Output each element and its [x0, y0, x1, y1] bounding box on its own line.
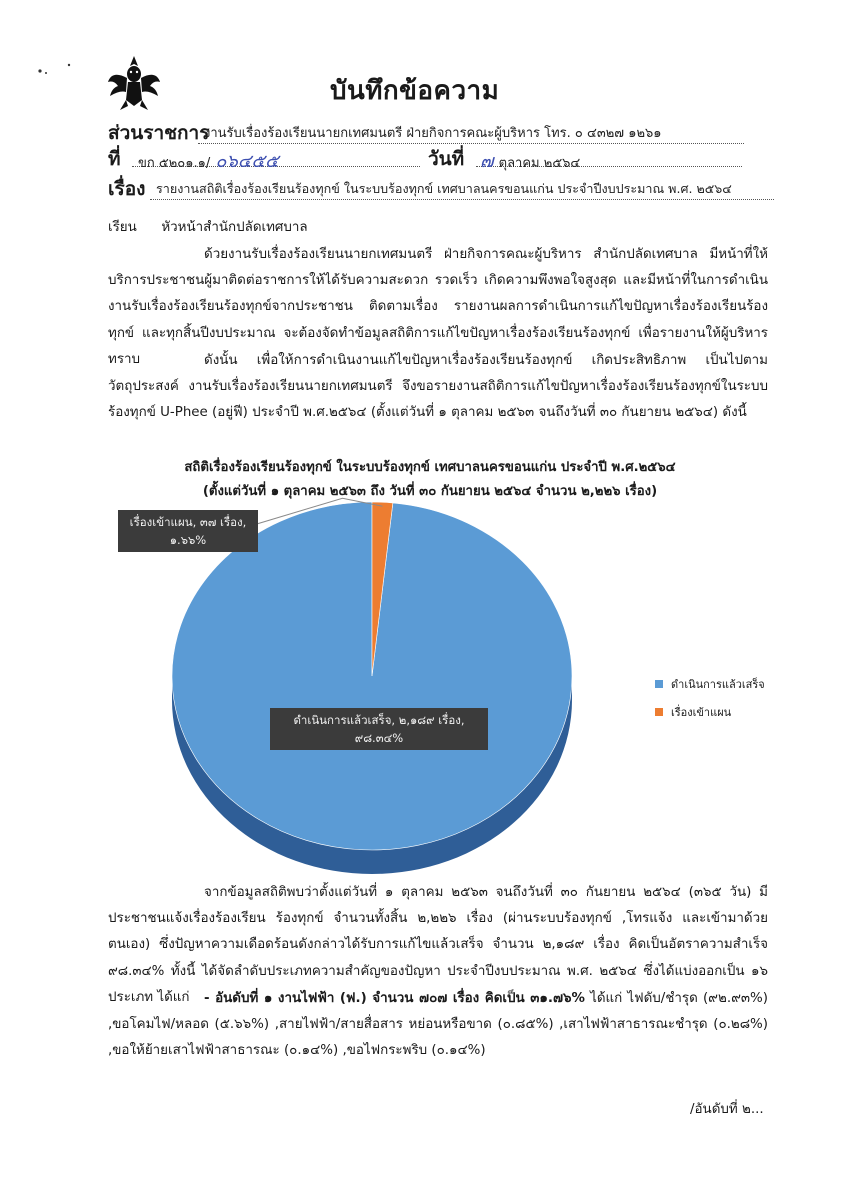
data-label-completed-line2: ๙๘.๓๔%: [354, 731, 404, 745]
date-handwritten-day: ๗: [480, 151, 494, 172]
data-label-completed-line1: ดำเนินการแล้วเสร็จ, ๒,๑๘๙ เรื่อง,: [293, 713, 465, 727]
salutation-label: เรียน: [108, 220, 137, 235]
legend-label-planned: เรื่องเข้าแผน: [671, 706, 732, 719]
ref-handwritten-number: ๐๖๔๕๕: [215, 151, 279, 172]
legend-item-planned: [655, 698, 765, 726]
rank-1-heading: - อันดับที่ ๑ งานไฟฟ้า (ฟ.) จำนวน ๗๐๗ เรื่อง คิดเป็น ๓๑.๗๖%: [204, 991, 585, 1006]
body-paragraph-3: จากข้อมูลสถิติพบว่าตั้งแต่วันที่ ๑ ตุลาคม ๒๕๖๓ จนถึงวันที่ ๓๐ กันยายน ๒๕๖๔ (๓๖๕ วัน) มีประชาชนแจ้งเรื่องร้องเรียน ร้องทุกข์ จำนวนทั้งสิ้น ๒,๒๒๖ เรื่อง (ผ่านระบบร้องทุกข์ ,โทรแจ้ง และเข้ามาด้วยตนเอง) ซึ่งปัญหาความเดือดร้อนดังกล่าวได้รับการแก้ไขแล้วเสร็จ จำนวน ๒,๑๘๙ เรื่อง คิดเป็นอัตราความสำเร็จ ๙๘.๓๔% ทั้งนี้ ได้จัดลำดับประเภทความสำคัญของปัญหา ประจำปีงบประมาณ พ.ศ. ๒๕๖๔ ซึ่งได้แบ่งออกเป็น ๑๖ ประเภท ได้แก่: [108, 885, 768, 1005]
chart-legend: [655, 670, 765, 726]
data-label-planned: [118, 510, 258, 552]
rank-1-item: [108, 986, 768, 1065]
ref-text: ขก ๕๒๐๑.๑/: [138, 156, 211, 171]
body-paragraph-2: ดังนั้น เพื่อให้การดำเนินงานแก้ไขปัญหาเรื่องร้องเรียนร้องทุกข์ เกิดประสิทธิภาพ เป็นไปตามวัตถุประสงค์ งานรับเรื่องร้องเรียนนายกเทศมนตรี จึงขอรายงานสถิติการแก้ไขปัญหาเรื่องร้องเรียนร้องทุกข์ในระบบร้องทุกข์ U-Phee (อยู่ฟี) ประจำปี พ.ศ.๒๕๖๔ (ตั้งแต่วันที่ ๑ ตุลาคม ๒๕๖๓ จนถึงวันที่ ๓๐ กันยายน ๒๕๖๔) ดังนี้: [108, 353, 768, 421]
data-label-planned-line1: เรื่องเข้าแผน, ๓๗ เรื่อง,: [129, 515, 247, 529]
document-title: บันทึกข้อความ: [330, 76, 500, 106]
data-label-planned-line2: ๑.๖๖%: [169, 533, 207, 547]
agency-text: งานรับเรื่องร้องเรียนนายกเทศมนตรี ฝ่ายกิจการคณะผู้บริหาร โทร. ๐ ๔๓๒๗ ๑๒๖๑: [204, 126, 662, 141]
chart-title: สถิติเรื่องร้องเรียนร้องทุกข์ ในระบบร้องทุกข์ เทศบาลนครขอนแก่น ประจำปี พ.ศ.๒๕๖๔: [184, 460, 676, 475]
legend-item-completed: [655, 670, 765, 698]
next-page-marker: /อันดับที่ ๒...: [690, 1102, 764, 1117]
date-text: ตุลาคม ๒๕๖๔: [498, 156, 581, 171]
legend-swatch-planned: [655, 708, 663, 716]
chart-subtitle: (ตั้งแต่วันที่ ๑ ตุลาคม ๒๕๖๓ ถึง วันที่ ๓๐ กันยายน ๒๕๖๔ จำนวน ๒,๒๒๖ เรื่อง): [202, 484, 658, 499]
body-paragraph-1: ด้วยงานรับเรื่องร้องเรียนนายกเทศมนตรี ฝ่ายกิจการคณะผู้บริหาร สำนักปลัดเทศบาล มีหน้าที่ให้บริการประชาชนผู้มาติดต่อราชการให้ได้รับความสะดวก รวดเร็ว เกิดความพึงพอใจสูงสุด และมีหน้าที่ในการดำเนินงานรับเรื่องร้องเรียนร้องทุกข์จากประชาชน ติดตามเรื่อง รายงานผลการดำเนินการแก้ไขปัญหาเรื่องร้องเรียนร้องทุกข์ และทุกสิ้นปีงบประมาณ จะต้องจัดทำข้อมูลสถิติการแก้ไขปัญหาเรื่องร้องเรียนร้องทุกข์ เพื่อรายงานให้ผู้บริหารทราบ: [108, 247, 768, 367]
agency-label: ส่วนราชการ: [108, 122, 210, 144]
rank-1-details: ได้แก่ ไฟดับ/ชำรุด (๙๒.๙๓%) ,ขอโคมไฟ/หลอด (๕.๖๖%) ,สายไฟฟ้า/สายสื่อสาร หย่อนหรือขาด (๐.๘๕%) ,เสาไฟฟ้าสาธารณะชำรุด (๐.๒๘%) ,ขอให้ย้ายเสาไฟฟ้าสาธารณะ (๐.๑๔%) ,ขอไฟกระพริบ (๐.๑๔%): [108, 991, 768, 1059]
ref-label: ที่: [108, 148, 121, 170]
salutation-recipient: หัวหน้าสำนักปลัดเทศบาล: [161, 220, 308, 235]
legend-label-completed: ดำเนินการแล้วเสร็จ: [671, 678, 765, 691]
legend-swatch-completed: [655, 680, 663, 688]
data-label-completed: [270, 708, 488, 750]
subject-label: เรื่อง: [108, 178, 146, 200]
subject-text: รายงานสถิติเรื่องร้องเรียนร้องทุกข์ ในระบบร้องทุกข์ เทศบาลนครขอนแก่น ประจำปีงบประมาณ พ.ศ. ๒๕๖๔: [156, 181, 732, 196]
date-label: วันที่: [428, 148, 465, 170]
